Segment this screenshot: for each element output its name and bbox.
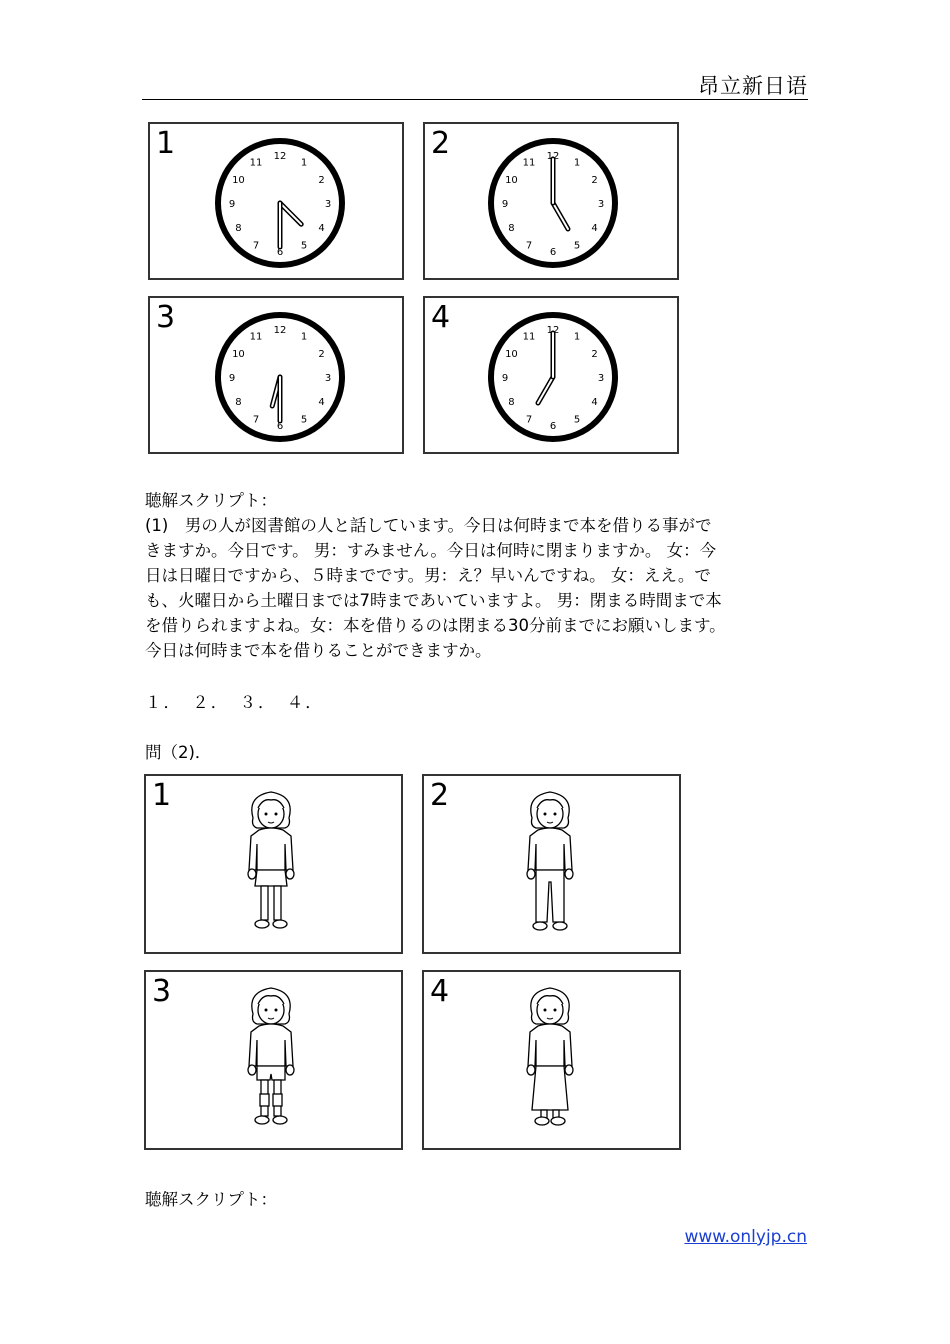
leg: [274, 886, 281, 920]
shoe: [553, 922, 567, 930]
eye: [554, 813, 557, 816]
clock-number: 9: [228, 373, 236, 384]
shorts: [257, 1066, 285, 1080]
shoe: [255, 920, 269, 928]
clock-number: 7: [525, 414, 533, 426]
clock-icon: [483, 133, 623, 273]
clock-number: 6: [276, 247, 284, 258]
clock-number: 6: [276, 421, 284, 432]
sweater: [528, 828, 572, 870]
clock-number: 2: [318, 175, 325, 186]
clock-number: 5: [573, 240, 581, 252]
clock-number: 4: [591, 397, 598, 408]
clock-number: 11: [249, 157, 263, 169]
clock-icon: [210, 133, 350, 273]
shoe: [551, 1117, 565, 1125]
clock-number: 8: [235, 397, 242, 408]
eye: [265, 1009, 268, 1012]
panel-number: 2: [430, 778, 450, 813]
sock: [273, 1094, 282, 1106]
footer-link[interactable]: www.onlyjp.cn: [684, 1227, 807, 1247]
script-line: きますか。今日です。 男：すみません。今日は何時に閉まりますか。 女：今: [145, 541, 717, 560]
header-rule: [142, 99, 808, 100]
question-2-title: 問（2)．: [145, 743, 212, 762]
clock-number: 10: [232, 175, 245, 186]
shoe: [273, 920, 287, 928]
clock-panel-3[interactable]: [148, 296, 404, 454]
leg: [261, 886, 268, 920]
girl-figure-icon: [231, 978, 311, 1148]
clock-icon: [483, 307, 623, 447]
clock-panel-2[interactable]: [423, 122, 679, 280]
script-line: 日は日曜日ですから、５時までです。男：え？早いんですね。 女：ええ。で: [145, 566, 711, 585]
clock-number: 8: [508, 223, 515, 234]
figure-panel-2[interactable]: [422, 774, 681, 954]
clock-number: 3: [324, 373, 332, 384]
clock-number: 9: [501, 199, 509, 210]
clock-number: 4: [318, 223, 325, 234]
answer-choices-1: １． ２． ３． ４．: [145, 693, 324, 712]
clock-number: 11: [249, 331, 263, 343]
script-line: (1) 男の人が図書館の人と話しています。今日は何時まで本を借りる事がで: [145, 516, 712, 535]
eye: [544, 1009, 547, 1012]
eye: [275, 813, 278, 816]
hand: [527, 869, 535, 879]
eye: [554, 1009, 557, 1012]
clock-number: 7: [525, 240, 533, 252]
clock-number: 3: [597, 373, 605, 384]
header-brand: 昂立新日语: [698, 74, 808, 98]
eye: [544, 813, 547, 816]
panel-number: 1: [156, 126, 176, 161]
clock-number: 8: [235, 223, 242, 234]
girl-figure-icon: [231, 782, 311, 952]
clock-number: 12: [546, 151, 560, 162]
hand: [527, 1065, 535, 1075]
clock-number: 3: [324, 199, 332, 210]
clock-number: 4: [591, 223, 598, 234]
clock-number: 5: [300, 414, 308, 426]
clock-number: 5: [300, 240, 308, 252]
shoe: [255, 1116, 269, 1124]
hand: [565, 1065, 573, 1075]
hand: [286, 1065, 294, 1075]
clock-number: 1: [300, 157, 308, 169]
panel-number: 3: [152, 974, 172, 1009]
pants: [536, 870, 564, 922]
script-body-1: [145, 513, 810, 663]
girl-figure-icon: [510, 782, 590, 952]
hand: [286, 869, 294, 879]
clock-number: 12: [273, 325, 287, 336]
clock-number: 2: [318, 349, 325, 360]
clock-number: 7: [252, 240, 260, 252]
script-line: も、火曜日から土曜日までは7時まであいていますよ。 男：閉まる時間まで本: [145, 591, 722, 610]
clock-number: 5: [573, 414, 581, 426]
clock-number: 6: [549, 247, 557, 258]
clock-number: 10: [232, 349, 245, 360]
hand: [565, 869, 573, 879]
panel-number: 3: [156, 300, 176, 335]
figure-panel-3[interactable]: [144, 970, 403, 1150]
script-label-1: 聴解スクリプト：: [145, 491, 277, 510]
clock-number: 3: [597, 199, 605, 210]
sweater: [249, 1024, 293, 1066]
clock-number: 12: [546, 325, 560, 336]
clock-number: 1: [573, 157, 581, 169]
clock-number: 10: [505, 175, 518, 186]
clock-number: 8: [508, 397, 515, 408]
sweater: [249, 828, 293, 870]
clock-number: 1: [300, 331, 308, 343]
clock-panel-1[interactable]: [148, 122, 404, 280]
clock-number: 6: [549, 421, 557, 432]
clock-number: 10: [505, 349, 518, 360]
shoe: [533, 922, 547, 930]
figure-panel-1[interactable]: [144, 774, 403, 954]
clock-number: 11: [522, 157, 536, 169]
panel-number: 4: [430, 974, 450, 1009]
clock-number: 2: [591, 175, 598, 186]
clock-number: 12: [273, 151, 287, 162]
shoe: [535, 1117, 549, 1125]
hand: [248, 1065, 256, 1075]
sock: [260, 1094, 269, 1106]
clock-panel-4[interactable]: [423, 296, 679, 454]
eye: [275, 1009, 278, 1012]
sweater: [528, 1024, 572, 1066]
panel-number: 2: [431, 126, 451, 161]
clock-number: 9: [501, 373, 509, 384]
eye: [265, 813, 268, 816]
shoe: [273, 1116, 287, 1124]
long-skirt: [532, 1066, 568, 1110]
script-line: 今日は何時まで本を借りることができますか。: [145, 641, 492, 660]
panel-number: 4: [431, 300, 451, 335]
clock-number: 11: [522, 331, 536, 343]
clock-icon: [210, 307, 350, 447]
hand: [248, 869, 256, 879]
panel-number: 1: [152, 778, 172, 813]
script-label-2: 聴解スクリプト：: [145, 1190, 277, 1209]
script-line: を借りられますよね。女：本を借りるのは閉まる30分前までにお願いします。: [145, 616, 726, 635]
clock-number: 1: [573, 331, 581, 343]
figure-panel-4[interactable]: [422, 970, 681, 1150]
clock-number: 4: [318, 397, 325, 408]
clock-number: 2: [591, 349, 598, 360]
skirt: [255, 870, 287, 886]
clock-number: 7: [252, 414, 260, 426]
girl-figure-icon: [510, 978, 590, 1148]
clock-number: 9: [228, 199, 236, 210]
